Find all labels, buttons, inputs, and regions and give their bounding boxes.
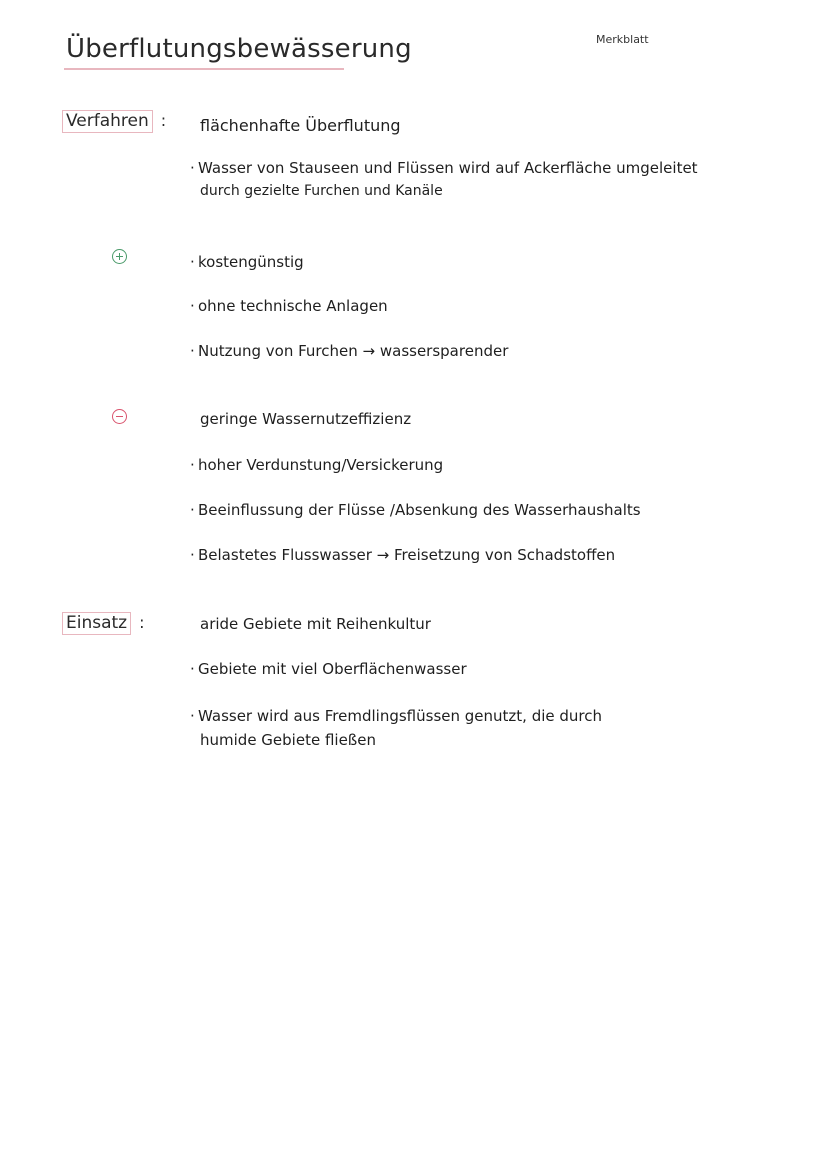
page-title: Überflutungsbewässerung <box>66 34 412 64</box>
sheet-tag: Merkblatt <box>596 33 649 46</box>
pro-item: · Nutzung von Furchen → wassersparender <box>190 342 509 360</box>
verfahren-desc-line2: durch gezielte Furchen und Kanäle <box>200 183 443 199</box>
einsatz-heading: aride Gebiete mit Reihenkultur <box>200 615 431 633</box>
verfahren-desc-text1: Wasser von Stauseen und Flüssen wird auf Ackerfläche umgeleitet <box>198 159 698 177</box>
verfahren-colon: : <box>160 111 167 130</box>
pro-item-text: Nutzung von Furchen → wassersparender <box>198 342 509 360</box>
cons-heading: geringe Wassernutzeffizienz <box>200 410 412 428</box>
con-item: · hoher Verdunstung/Versickerung <box>190 456 444 474</box>
con-item: · Belastetes Flusswasser → Freisetzung von Schadstoffen <box>190 546 616 564</box>
minus-circle-icon <box>112 409 127 424</box>
verfahren-heading: flächenhafte Überflutung <box>200 116 401 135</box>
section-label-verfahren <box>62 110 166 133</box>
pro-item-text: ohne technische Anlagen <box>198 297 388 315</box>
pro-item: · kostengünstig <box>190 253 304 271</box>
con-item: · Beeinflussung der Flüsse /Absenkung des Wasserhaushalts <box>190 501 641 519</box>
einsatz-item-text: Gebiete mit viel Oberflächenwasser <box>198 660 467 678</box>
pro-item: · ohne technische Anlagen <box>190 297 388 315</box>
einsatz-colon: : <box>139 613 145 632</box>
con-item-text: Beeinflussung der Flüsse /Absenkung des Wasserhaushalts <box>198 501 641 519</box>
title-underline <box>64 68 344 70</box>
pro-item-text: kostengünstig <box>198 253 304 271</box>
einsatz-item: · Gebiete mit viel Oberflächenwasser <box>190 660 467 678</box>
con-item-text: hoher Verdunstung/Versickerung <box>198 456 444 474</box>
verfahren-desc-line1: · Wasser von Stauseen und Flüssen wird auf Ackerfläche umgeleitet <box>190 159 698 177</box>
einsatz-label: Einsatz <box>62 612 131 635</box>
con-item-text: Belastetes Flusswasser → Freisetzung von Schadstoffen <box>198 546 616 564</box>
einsatz-item-text: Wasser wird aus Fremdlingsflüssen genutzt, die durch <box>198 707 603 725</box>
einsatz-item-line2: humide Gebiete fließen <box>200 731 376 749</box>
verfahren-label: Verfahren <box>62 110 153 133</box>
section-label-einsatz <box>62 612 145 635</box>
einsatz-item: · Wasser wird aus Fremdlingsflüssen genutzt, die durch <box>190 707 603 725</box>
plus-circle-icon <box>112 249 127 264</box>
